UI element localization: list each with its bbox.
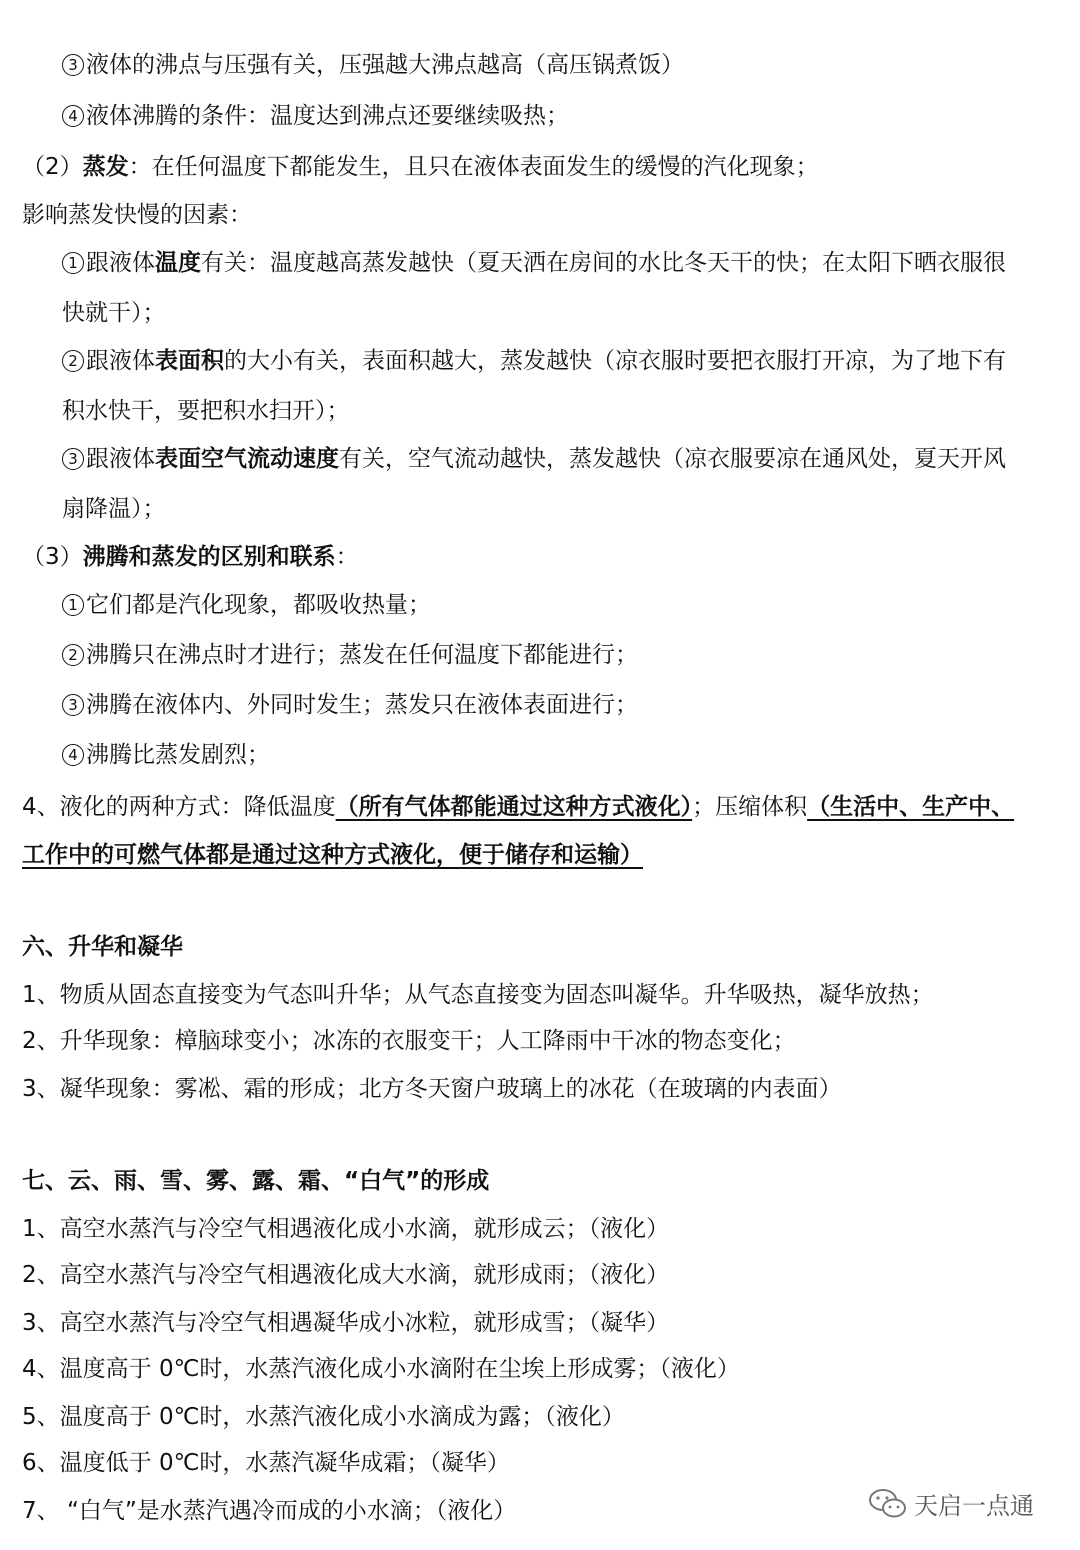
factor-3-cont: 扇降温）； <box>62 496 166 522</box>
section-7-item-3: 3、高空水蒸汽与冷空气相遇凝华成小冰粒，就形成雪；（凝华） <box>22 1310 670 1336</box>
section-7-item-7: 7、 “白气”是水蒸汽遇冷而成的小水滴；（液化） <box>22 1498 517 1524</box>
section-6-title: 六、升华和凝华 <box>22 934 183 960</box>
section-7-item-1: 1、高空水蒸汽与冷空气相遇液化成小水滴，就形成云；（液化） <box>22 1216 670 1242</box>
heading-prefix: （3） <box>22 544 83 570</box>
item-text: 沸腾比蒸发剧烈； <box>86 742 270 768</box>
factor-text: 有关，空气流动越快，蒸发越快（凉衣服要凉在通风处，夏天开风 <box>339 446 1006 472</box>
heading-prefix: （2） <box>22 154 83 180</box>
factor-text: 的大小有关，表面积越大，蒸发越快（凉衣服时要把衣服打开凉，为了地下有 <box>224 348 1006 374</box>
heading-term: 沸腾和蒸发的区别和联系 <box>82 544 336 570</box>
factor-prefix: 跟液体 <box>86 446 155 472</box>
circled-number: 3 <box>62 694 84 716</box>
circled-number: 4 <box>62 744 84 766</box>
watermark <box>868 1486 1034 1521</box>
factor-2 <box>62 346 1006 376</box>
heading-term: 蒸发 <box>82 154 129 180</box>
factors-title: 影响蒸发快慢的因素： <box>22 202 252 228</box>
factor-text: 有关：温度越高蒸发越快（夏天洒在房间的水比冬天干的快；在太阳下晒衣服很 <box>201 250 1006 276</box>
section-7-item-2: 2、高空水蒸汽与冷空气相遇液化成大水滴，就形成雨；（液化） <box>22 1262 670 1288</box>
compare-item-4 <box>62 740 270 770</box>
circled-number: 3 <box>62 448 84 470</box>
section-6-item-1: 1、物质从固态直接变为气态叫升华；从气态直接变为固态叫凝华。升华吸热，凝华放热； <box>22 982 934 1008</box>
factor-keyword: 温度 <box>155 250 201 276</box>
liquefy-method-1: 4、液化的两种方式：降低温度 <box>22 794 336 820</box>
item-text: 液体沸腾的条件：温度达到沸点还要继续吸热； <box>86 103 569 129</box>
compare-heading <box>22 542 359 572</box>
boiling-item-3 <box>62 50 684 80</box>
circled-number: 3 <box>62 54 84 76</box>
factor-1-cont: 快就干）； <box>62 300 166 326</box>
item-text: 它们都是汽化现象，都吸收热量； <box>86 592 431 618</box>
liquefy-note-2-cont: 工作中的可燃气体都是通过这种方式液化，便于储存和运输） <box>22 842 643 868</box>
wechat-icon <box>868 1487 908 1521</box>
section-6-item-3: 3、凝华现象：雾凇、霜的形成；北方冬天窗户玻璃上的冰花（在玻璃的内表面） <box>22 1076 842 1102</box>
heading-colon: ： <box>335 544 359 570</box>
circled-number: 4 <box>62 105 84 127</box>
circled-number: 1 <box>62 594 84 616</box>
item-text: 液体的沸点与压强有关，压强越大沸点越高（高压锅煮饭） <box>86 52 684 78</box>
liquefy-note-1: （所有气体都能通过这种方式液化） <box>335 794 693 820</box>
compare-item-1 <box>62 590 431 620</box>
evaporation-heading <box>22 152 819 182</box>
boiling-item-4 <box>62 101 569 131</box>
watermark-text: 天启一点通 <box>914 1492 1034 1520</box>
circled-number: 1 <box>62 252 84 274</box>
circled-number: 2 <box>62 350 84 372</box>
factor-keyword: 表面积 <box>155 348 224 374</box>
liquefaction-line-1 <box>22 792 1014 822</box>
compare-item-3 <box>62 690 638 720</box>
factor-prefix: 跟液体 <box>86 348 155 374</box>
circled-number: 2 <box>62 644 84 666</box>
section-7-item-4: 4、温度高于 0℃时，水蒸汽液化成小水滴附在尘埃上形成雾；（液化） <box>22 1356 740 1382</box>
heading-definition: ：在任何温度下都能发生，且只在液体表面发生的缓慢的汽化现象； <box>128 154 819 180</box>
factor-3 <box>62 444 1006 474</box>
section-6-item-2: 2、升华现象：樟脑球变小；冰冻的衣服变干；人工降雨中干冰的物态变化； <box>22 1028 796 1054</box>
factor-keyword: 表面空气流动速度 <box>155 446 339 472</box>
factor-prefix: 跟液体 <box>86 250 155 276</box>
compare-item-2 <box>62 640 638 670</box>
section-7-item-5: 5、温度高于 0℃时，水蒸汽液化成小水滴成为露；（液化） <box>22 1404 625 1430</box>
factor-2-cont: 积水快干，要把积水扫开）； <box>62 398 350 424</box>
item-text: 沸腾只在沸点时才进行；蒸发在任何温度下都能进行； <box>86 642 638 668</box>
liquefy-note-2: （生活中、生产中、 <box>807 794 1015 820</box>
liquefy-method-2: ；压缩体积 <box>692 794 808 820</box>
liquefaction-line-2 <box>22 840 643 870</box>
section-7-item-6: 6、温度低于 0℃时，水蒸汽凝华成霜；（凝华） <box>22 1450 510 1476</box>
factor-1 <box>62 248 1006 278</box>
section-7-title: 七、云、雨、雪、雾、露、霜、“白气”的形成 <box>22 1168 490 1194</box>
item-text: 沸腾在液体内、外同时发生；蒸发只在液体表面进行； <box>86 692 638 718</box>
